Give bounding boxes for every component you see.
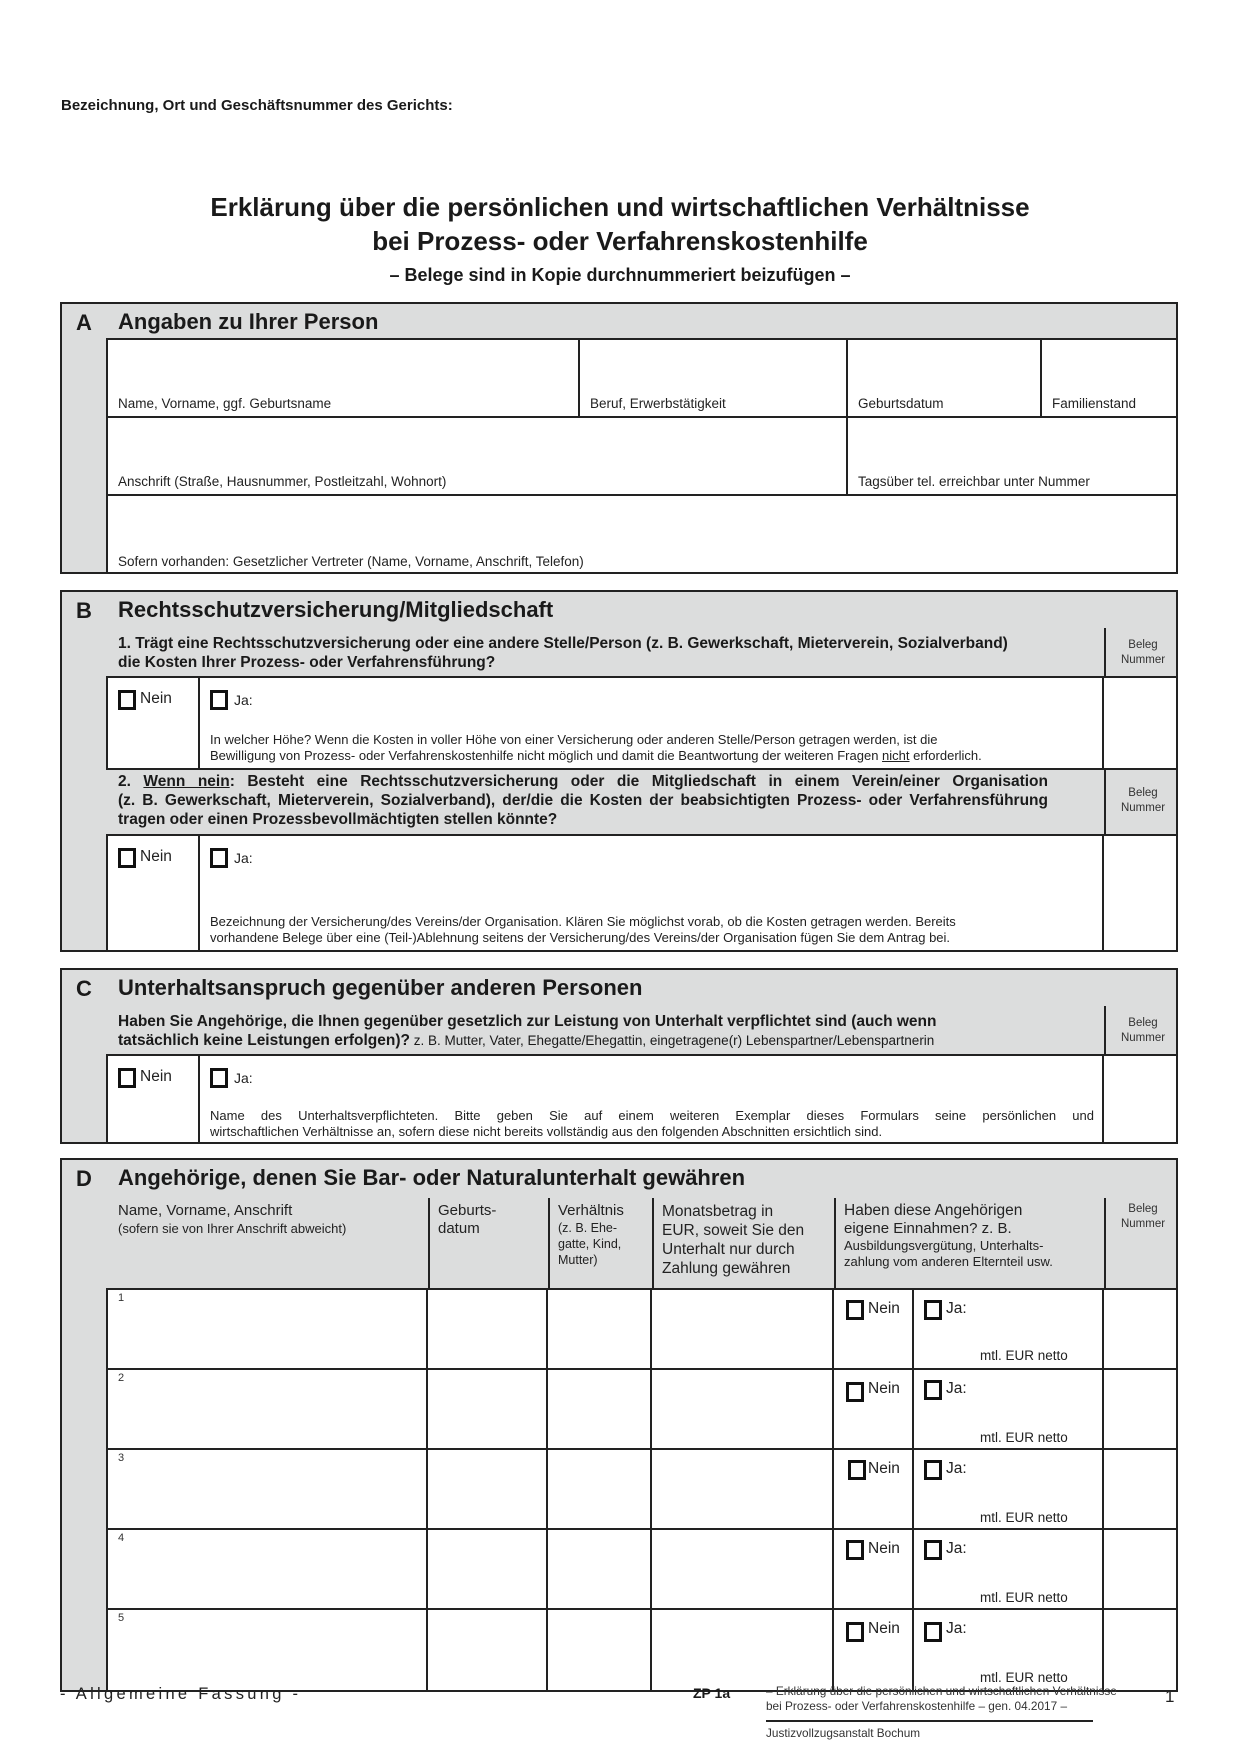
c-hint: Name des Unterhaltsverpflichteten. Bitte geben Sie auf einem weiteren Exemplar dieses Formulars seine persönlichen und wirtschaftlichen Verhältnisse an, sofern diese nicht bereits vollständig aus den folgenden Abschnitten ersichtlich sind. [210,1108,1094,1139]
familienstand-field[interactable] [1042,340,1176,416]
nein-label: Nein [868,1380,900,1397]
row-nein-checkbox[interactable] [848,1460,866,1480]
b-q2-ja-input[interactable] [256,842,1096,906]
geburtsdatum-label: Geburtsdatum [858,396,944,411]
b-q1-ja-checkbox[interactable] [210,690,228,710]
beleg-nummer-label: Beleg Nummer [1120,787,1166,814]
b-q2-ja-checkbox[interactable] [210,848,228,868]
b-q2-nein-checkbox[interactable] [118,848,136,868]
d-table [106,1288,1176,1690]
familienstand-label: Familienstand [1052,396,1137,411]
page-subtitle: – Belege sind in Kopie durchnummeriert beizufügen – [389,265,851,285]
row-number: 2 [118,1372,125,1384]
section-letter: A [76,310,92,335]
table-row [106,1368,1176,1448]
c-ja-checkbox[interactable] [210,1068,228,1088]
b-q2-hint: Bezeichnung der Versicherung/des Vereins/der Organisation. Klären Sie möglichst vorab, ob die Kosten getragen werden. Bereits vorhandene Belege über eine (Teil-)Ablehnung seitens der Versicherung/des Vereins/der Organisation fügen Sie dem Antrag bei. [210,914,956,945]
row-ja-checkbox[interactable] [924,1380,942,1400]
row-ja-checkbox[interactable] [924,1300,942,1320]
telefon-label: Tagsüber tel. erreichbar unter Nummer [858,474,1090,489]
name-cell[interactable] [108,1370,426,1448]
col-header-name: Name, Vorname, Anschrift (sofern sie von Ihrer Anschrift abweicht) [118,1202,347,1236]
section-letter: C [76,976,92,1001]
c-ja-input[interactable] [256,1062,1096,1102]
nein-label: Nein [868,1620,900,1637]
beleg-cell[interactable] [1104,1530,1176,1608]
name-label: Name, Vorname, ggf. Geburtsname [118,396,332,411]
c-question: Haben Sie Angehörige, die Ihnen gegenüber gesetzlich zur Leistung von Unterhalt verpflichtet sind (auch wenn tatsächlich keine Leistungen erfolgen)? z. B. Mutter, Vater, Ehegatte/Ehegattin, eingetragene(r) Lebenspartner/Lebenspartnerin [118,1013,937,1049]
b-q1-nein-checkbox[interactable] [118,690,136,710]
row-nein-checkbox[interactable] [846,1540,864,1560]
verhaeltnis-cell[interactable] [548,1530,650,1608]
c-nein-checkbox[interactable] [118,1068,136,1088]
table-row [106,1528,1176,1608]
verhaeltnis-cell[interactable] [548,1450,650,1528]
row-nein-checkbox[interactable] [846,1622,864,1642]
b-q2-beleg-field[interactable] [1104,836,1176,950]
name-cell[interactable] [108,1290,426,1368]
nein-label: Nein [868,1540,900,1557]
section-b [60,590,1178,952]
row-number: 4 [118,1532,125,1544]
geburtsdatum-cell[interactable] [428,1450,546,1528]
row-number: 3 [118,1452,125,1464]
page-title-line1: Erklärung über die persönlichen und wirtschaftlichen Verhältnisse [210,192,1030,222]
table-row [106,1608,1176,1690]
beleg-nummer-label: Beleg Nummer [1120,639,1166,666]
ja-label: Ja: [946,1460,967,1477]
beleg-cell[interactable] [1104,1370,1176,1448]
beleg-nummer-label: Beleg Nummer [1120,1203,1166,1230]
section-c [60,968,1178,1144]
court-label: Bezeichnung, Ort und Geschäftsnummer des Gerichts: [61,97,453,114]
page-title-line2: bei Prozess- oder Verfahrenskostenhilfe [372,226,868,256]
nein-label: Nein [868,1300,900,1317]
section-d [60,1158,1178,1692]
anschrift-field[interactable] [108,418,846,494]
section-title: Unterhaltsanspruch gegenüber anderen Personen [118,975,643,1000]
b-q2-answer [106,834,1176,950]
c-beleg-field[interactable] [1104,1056,1176,1142]
ja-label: Ja: [234,1070,253,1086]
section-a-fields [106,338,1176,572]
version-label: - Allgemeine Fassung - [60,1685,302,1703]
col-header-geburtsdatum: Geburts- datum [438,1202,497,1237]
footer-divider [766,1720,1093,1722]
row-ja-checkbox[interactable] [924,1460,942,1480]
ja-label: Ja: [946,1620,967,1637]
vertreter-field[interactable] [108,496,1176,572]
form-code: ZP 1a [693,1685,731,1701]
vertreter-label: Sofern vorhanden: Gesetzlicher Vertreter (Name, Vorname, Anschrift, Telefon) [118,554,584,569]
col-header-verhaeltnis: Verhältnis (z. B. Ehe- gatte, Kind, Mutter) [558,1202,624,1267]
unit-label: mtl. EUR netto [980,1348,1068,1363]
ja-label: Ja: [234,850,253,866]
nein-label: Nein [140,690,172,707]
unit-label: mtl. EUR netto [980,1670,1068,1685]
b-question-2: 2. Wenn nein: Besteht eine Rechtsschutzversicherung oder die Mitgliedschaft in einem Verein/einer Organisation (z. B. Gewerkschaft, Mieterverein, Sozialverband), der/die die Kosten der beabsichtigten Prozess- oder Verfahrensführung tragen oder einen Prozessbevollmächtigten stellen könnte? [118,773,1048,828]
section-letter: B [76,598,92,623]
page-number: 1 [1165,1687,1175,1706]
section-title: Rechtsschutzversicherung/Mitgliedschaft [118,597,554,622]
b-q1-ja-input[interactable] [256,684,1096,724]
ja-label: Ja: [946,1300,967,1317]
ja-label: Ja: [234,692,253,708]
geburtsdatum-cell[interactable] [428,1290,546,1368]
geburtsdatum-field[interactable] [848,340,1040,416]
monatsbetrag-cell[interactable] [652,1610,832,1690]
b-question-1: 1. Trägt eine Rechtsschutzversicherung oder eine andere Stelle/Person (z. B. Gewerkschaft, Mieterverein, Sozialverband) die Kosten Ihrer Prozess- oder Verfahrensführung? [118,635,1008,671]
beleg-cell[interactable] [1104,1290,1176,1368]
name-cell[interactable] [108,1530,426,1608]
monatsbetrag-cell[interactable] [652,1530,832,1608]
anschrift-label: Anschrift (Straße, Hausnummer, Postleitzahl, Wohnort) [118,474,447,489]
section-title: Angehörige, denen Sie Bar- oder Naturalunterhalt gewähren [118,1165,746,1190]
unit-label: mtl. EUR netto [980,1590,1068,1605]
form-description: – Erklärung über die persönlichen und wirtschaftlichen Verhältnisse bei Prozess- oder Verfahrenskostenhilfe – gen. 04.2017 – [766,1684,1117,1713]
table-row [106,1448,1176,1528]
name-field[interactable] [108,340,578,416]
b-q1-answer [106,676,1176,768]
verhaeltnis-cell[interactable] [548,1290,650,1368]
row-number: 1 [118,1292,125,1304]
b-q1-beleg-field[interactable] [1104,678,1176,768]
row-number: 5 [118,1612,125,1624]
monatsbetrag-cell[interactable] [652,1450,832,1528]
section-a [60,302,1178,574]
unit-label: mtl. EUR netto [980,1510,1068,1525]
nein-label: Nein [140,1068,172,1085]
geburtsdatum-cell[interactable] [428,1370,546,1448]
geburtsdatum-cell[interactable] [428,1610,546,1690]
col-header-monatsbetrag: Monatsbetrag in EUR, soweit Sie den Unterhalt nur durch Zahlung gewähren [662,1203,805,1277]
monatsbetrag-cell[interactable] [652,1370,832,1448]
row-ja-checkbox[interactable] [924,1622,942,1642]
institution-label: Justizvollzugsanstalt Bochum [766,1726,921,1740]
col-header-einnahmen: Haben diese Angehörigen eigene Einnahmen? z. B. Ausbildungsvergütung, Unterhalts- zahlung vom anderen Elternteil usw. [844,1202,1053,1269]
section-letter: D [76,1166,92,1191]
verhaeltnis-cell[interactable] [548,1610,650,1690]
beleg-cell[interactable] [1104,1610,1176,1690]
ja-label: Ja: [946,1380,967,1397]
ja-label: Ja: [946,1540,967,1557]
name-cell[interactable] [108,1610,426,1690]
b-q1-hint: In welcher Höhe? Wenn die Kosten in voller Höhe von einer Versicherung oder anderen Stelle/Person getragen werden, ist die Bewilligung von Prozess- oder Verfahrenskostenhilfe nicht möglich und damit die Beantwortung der weiteren Fragen nicht erforderlich. [210,732,982,763]
row-nein-checkbox[interactable] [846,1300,864,1320]
beleg-nummer-label: Beleg Nummer [1120,1017,1166,1044]
nein-label: Nein [868,1460,900,1477]
row-ja-checkbox[interactable] [924,1540,942,1560]
name-cell[interactable] [108,1450,426,1528]
table-row [106,1288,1176,1368]
geburtsdatum-cell[interactable] [428,1530,546,1608]
beruf-label: Beruf, Erwerbstätigkeit [590,396,726,411]
section-title: Angaben zu Ihrer Person [118,309,379,334]
monatsbetrag-cell[interactable] [652,1290,832,1368]
row-nein-checkbox[interactable] [846,1382,864,1402]
beruf-field[interactable] [580,340,846,416]
telefon-field[interactable] [848,418,1176,494]
c-answer [106,1054,1176,1142]
verhaeltnis-cell[interactable] [548,1370,650,1448]
beleg-cell[interactable] [1104,1450,1176,1528]
nein-label: Nein [140,848,172,865]
unit-label: mtl. EUR netto [980,1430,1068,1445]
